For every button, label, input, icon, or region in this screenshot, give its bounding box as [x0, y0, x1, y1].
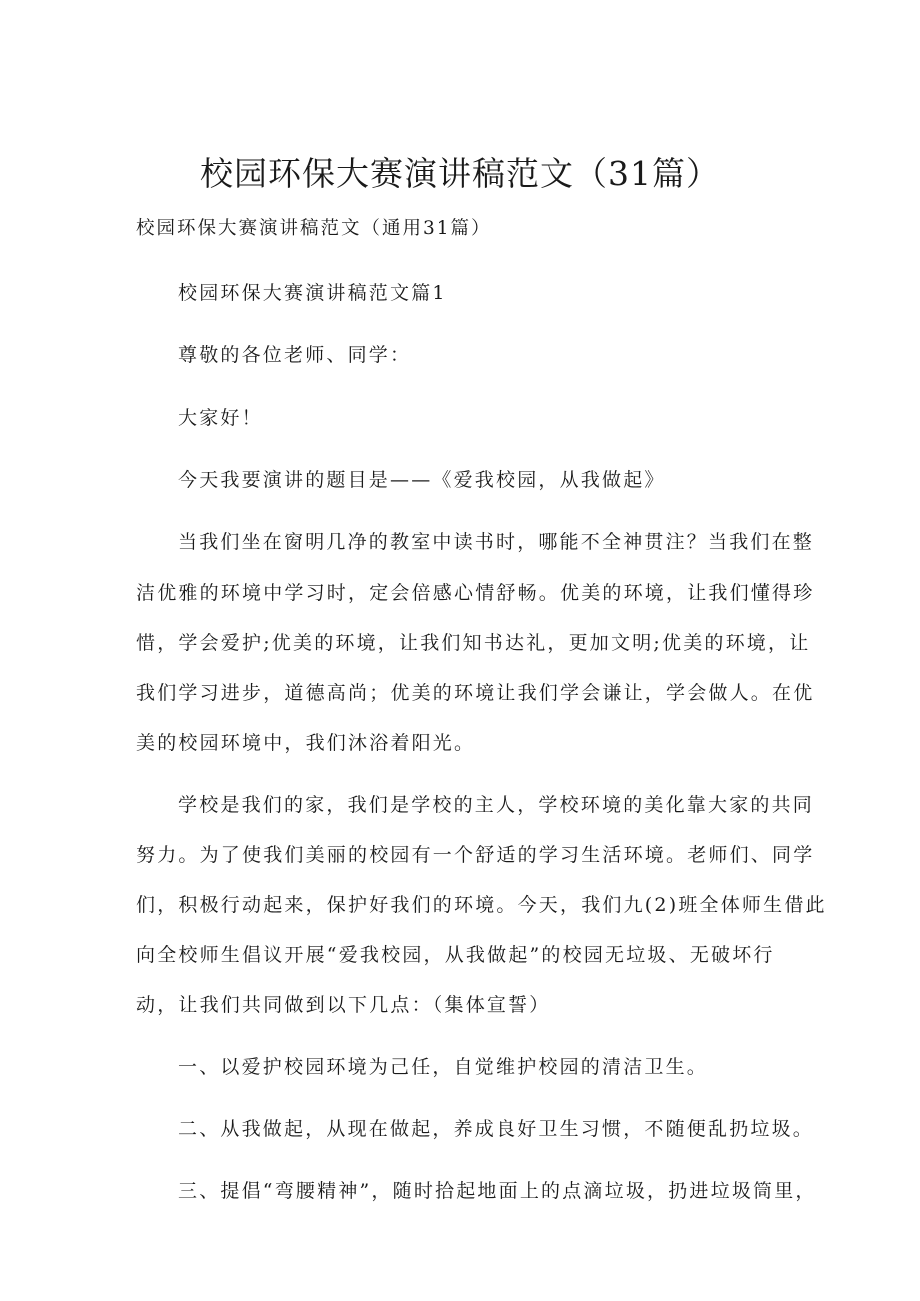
- paragraph-line: 我们学习进步，道德高尚；优美的环境让我们学会谦让，学会做人。在优: [136, 682, 815, 704]
- section-heading: 校园环保大赛演讲稿范文篇1: [178, 282, 447, 304]
- paragraph-line: 们，积极行动起来，保护好我们的环境。今天，我们九(2)班全体师生借此: [136, 894, 827, 916]
- greeting-line: 大家好！: [178, 407, 263, 429]
- speech-topic: 今天我要演讲的题目是——《爱我校园，从我做起》: [178, 469, 666, 491]
- document-subtitle: 校园环保大赛演讲稿范文（通用31篇）: [136, 218, 492, 239]
- pledge-item: 三、提倡“弯腰精神”，随时拾起地面上的点滴垃圾，扔进垃圾筒里，: [178, 1180, 817, 1202]
- paragraph-line: 美的校园环境中，我们沐浴着阳光。: [136, 732, 476, 754]
- greeting-line: 尊敬的各位老师、同学：: [178, 344, 412, 366]
- paragraph-line: 洁优雅的环境中学习时，定会倍感心情舒畅。优美的环境，让我们懂得珍: [136, 582, 815, 604]
- paragraph-line: 向全校师生倡议开展“爱我校园，从我做起”的校园无垃圾、无破坏行: [136, 944, 775, 966]
- pledge-item: 二、从我做起，从现在做起，养成良好卫生习惯，不随便乱扔垃圾。: [178, 1118, 815, 1140]
- paragraph-line: 惜，学会爱护;优美的环境，让我们知书达礼，更加文明;优美的环境，让: [136, 632, 811, 654]
- paragraph-line: 学校是我们的家，我们是学校的主人，学校环境的美化靠大家的共同: [178, 794, 815, 816]
- paragraph-line: 当我们坐在窗明几净的教室中读书时，哪能不全神贯注？当我们在整: [178, 531, 815, 553]
- paragraph-line: 努力。为了使我们美丽的校园有一个舒适的学习生活环境。老师们、同学: [136, 844, 815, 866]
- pledge-item: 一、以爱护校园环境为己任，自觉维护校园的清洁卫生。: [178, 1056, 709, 1078]
- document-title: 校园环保大赛演讲稿范文（31篇）: [200, 154, 720, 193]
- paragraph-line: 动，让我们共同做到以下几点：（集体宣誓）: [136, 994, 551, 1016]
